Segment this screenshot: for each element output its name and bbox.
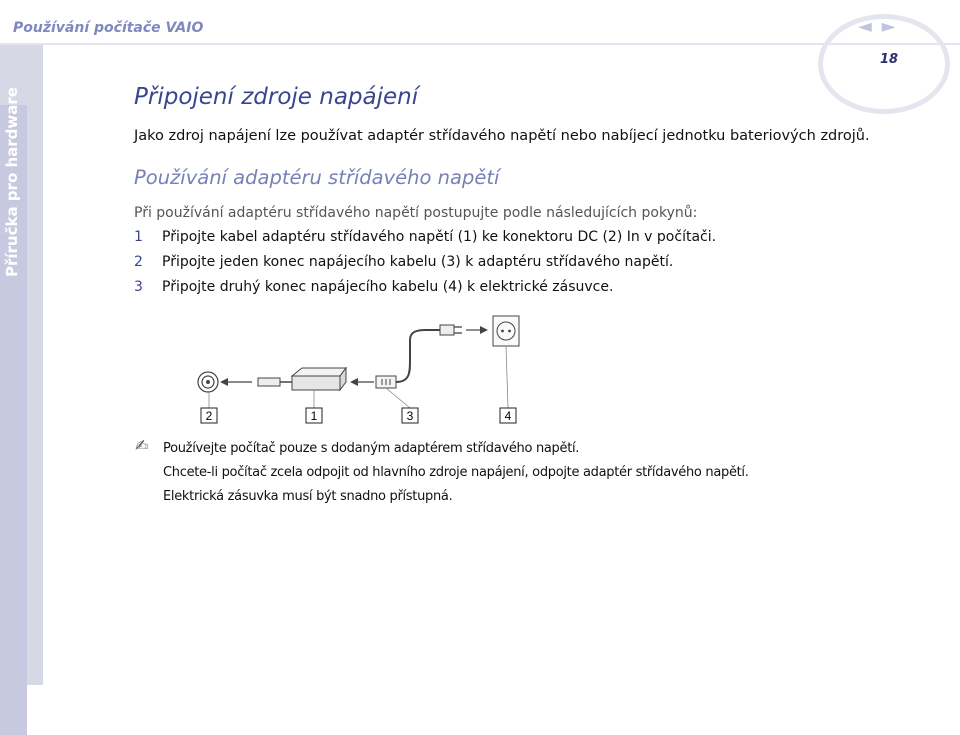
step-text: Připojte druhý konec napájecího kabelu (4) k elektrické zásuvce. — [162, 279, 614, 295]
step-3 — [134, 279, 613, 295]
dc-in-connector-icon — [198, 372, 218, 392]
sidebar-label: Příručka pro hardware — [3, 87, 21, 277]
subsection-title: Používání adaptéru střídavého napětí — [134, 166, 500, 189]
callout-label: 2 — [205, 409, 213, 423]
step-text: Připojte kabel adaptéru střídavého napětí (1) ke konektoru DC (2) In v počítači. — [162, 229, 717, 245]
note-line: Používejte počítač pouze s dodaným adaptérem střídavého napětí. — [163, 441, 580, 456]
pencil-icon: ✍ — [135, 436, 149, 455]
intro-text: Jako zdroj napájení lze používat adaptér střídavého napětí nebo nabíjecí jednotku bateriových zdrojů. — [134, 128, 870, 144]
page-nav-arrows[interactable]: ◄ ► — [858, 16, 898, 37]
step-number: 1 — [134, 229, 143, 245]
dc-plug-icon — [258, 378, 292, 386]
power-connection-diagram — [178, 310, 538, 428]
power-cord-connector-icon — [376, 376, 396, 388]
mains-plug-icon — [440, 325, 462, 335]
step-number: 2 — [134, 254, 143, 270]
wall-outlet-icon — [493, 316, 519, 346]
instructions-lead: Při používání adaptéru střídavého napětí postupujte podle následujících pokynů: — [134, 205, 698, 221]
callout-label: 3 — [406, 409, 414, 423]
callout-1 — [306, 408, 322, 423]
sidebar-band — [0, 45, 43, 685]
arrow-right-icon — [466, 326, 488, 334]
callout-4 — [500, 408, 516, 423]
callout-2 — [201, 408, 217, 423]
arrow-left-icon — [350, 378, 374, 386]
step-1 — [134, 229, 716, 245]
callout-3 — [402, 408, 418, 423]
callout-leaders — [209, 346, 508, 408]
power-cord — [396, 330, 440, 382]
running-header-title: Používání počítače VAIO — [13, 20, 204, 36]
step-2 — [134, 254, 673, 270]
step-text: Připojte jeden konec napájecího kabelu (3) k adaptéru střídavého napětí. — [162, 254, 674, 270]
ac-adapter-icon — [292, 368, 346, 390]
page-number: 18 — [880, 52, 899, 67]
header-divider — [0, 43, 960, 45]
step-number: 3 — [134, 279, 143, 295]
callout-label: 1 — [310, 409, 318, 423]
arrow-left-icon — [220, 378, 252, 386]
note-line: Elektrická zásuvka musí být snadno přístupná. — [163, 489, 453, 504]
callout-label: 4 — [504, 409, 512, 423]
section-title: Připojení zdroje napájení — [134, 84, 419, 110]
note-line: Chcete-li počítač zcela odpojit od hlavního zdroje napájení, odpojte adaptér střídavého napětí. — [163, 465, 749, 480]
